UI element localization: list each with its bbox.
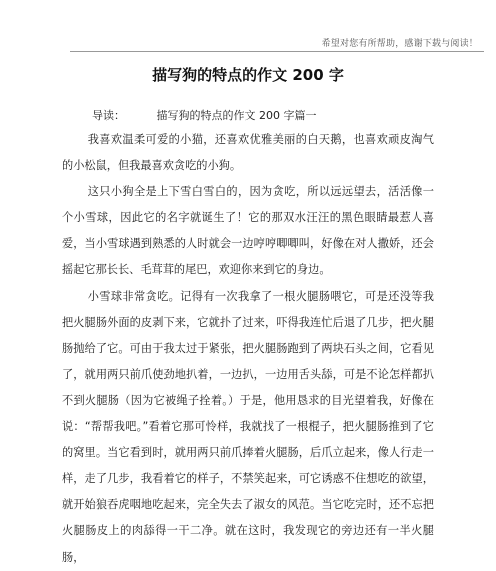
guide-text: 描写狗的特点的作文 200 字篇一 — [156, 109, 317, 122]
paragraph: 小雪球非常贪吃。记得有一次我拿了一根火腿肠喂它，可是还没等我把火腿肠外面的皮剥下来，它就扑了过来，吓得我连忙后退了几步，把火腿肠抛给了它。可由于我太过于紧张，把火腿肠跑到了两块石头之间，它看见了，就用两只前爪使劲地扒着，一边扒，一边用舌头舔，可是不论怎样都扒不到火腿肠（因为它被绳子拴着。）于是，他用恳求的目光望着我，好像在说：“帮帮我吧。”看着它那可怜样，我就找了一根棍子，把火腿肠推到了它的窝里。当它看到时，就用两只前爪捧着火腿肠，后爪立起来，像人行走一样，走了几步，我看着它的样子，不禁笑起来，可它诱惑不住想吃的欲望，就开始狼吞虎咽地吃起来，完全失去了淑女的风范。当它吃完时，还不忘把火腿肠皮上的肉舔得一干二净。就在这时，我发现它的旁边还有一半火腿肠， — [62, 289, 434, 564]
document-title: 描写狗的特点的作文 200 字 — [152, 66, 344, 84]
guide-line — [92, 107, 317, 123]
document-body — [62, 127, 434, 571]
paragraph: 我喜欢温柔可爱的小猫，还喜欢优雅美丽的白天鹅，也喜欢顽皮淘气的小松鼠，但我最喜欢贪吃的小狗。 — [62, 133, 434, 173]
paragraph: 这只小狗全是上下雪白雪白的，因为贪吃，所以远远望去，活活像一个小雪球，因此它的名字就诞生了！它的那双水汪汪的黑色眼睛最惹人喜爱，当小雪球遇到熟悉的人时就会一边哼哼唧唧叫，好像在对人撒娇，还会摇起它那长长、毛茸茸的尾巴，欢迎你来到它的身边。 — [62, 185, 434, 277]
header-divider — [70, 51, 484, 52]
guide-label: 导读： — [92, 109, 125, 122]
header-note: 希望对您有所帮助，感谢下载与阅读！ — [321, 39, 478, 49]
